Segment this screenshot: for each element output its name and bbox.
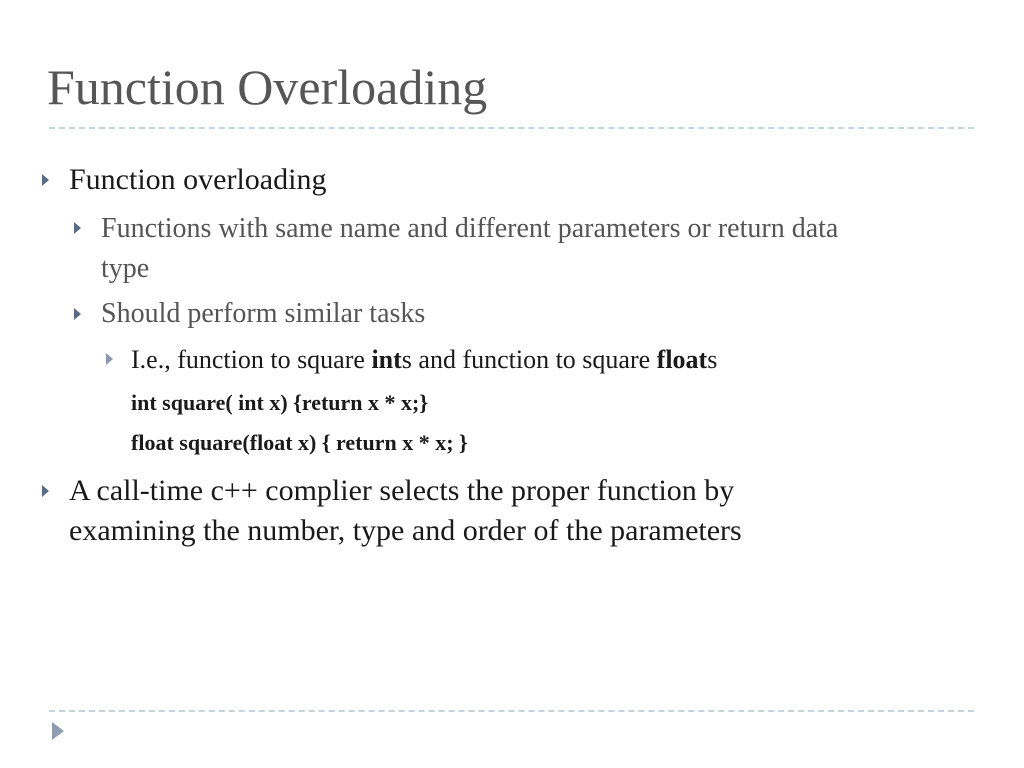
triangle-right-icon	[42, 485, 49, 497]
code-float-square: float square(float x) { return x * x; }	[131, 430, 468, 455]
title-divider	[49, 127, 974, 129]
bold-float: float	[656, 345, 708, 374]
bullet-functions-same-name-line1: Functions with same name and different parameters or return data	[101, 213, 839, 244]
bullet-call-time-compiler-line2: examining the number, type and order of the parameters	[69, 514, 742, 547]
bullet-ie-ints-floats	[131, 347, 717, 373]
triangle-right-icon	[74, 308, 81, 320]
next-slide-icon[interactable]	[52, 722, 64, 740]
text-segment: s	[707, 345, 718, 374]
bullet-functions-same-name-line2: type	[101, 253, 150, 284]
bold-int: int	[371, 345, 402, 374]
text-segment: s and function to square	[401, 345, 657, 374]
slide-title: Function Overloading	[47, 59, 488, 115]
triangle-right-icon	[106, 353, 113, 365]
triangle-right-icon	[42, 174, 49, 186]
bullet-call-time-compiler-line1: A call-time c++ complier selects the proper function by	[69, 474, 735, 507]
code-int-square: int square( int x) {return x * x;}	[131, 390, 429, 415]
text-segment: I.e., function to square	[131, 345, 372, 374]
triangle-right-icon	[74, 222, 81, 234]
bullet-similar-tasks: Should perform similar tasks	[101, 298, 426, 329]
bullet-function-overloading: Function overloading	[69, 163, 327, 196]
footer-divider	[49, 710, 974, 712]
